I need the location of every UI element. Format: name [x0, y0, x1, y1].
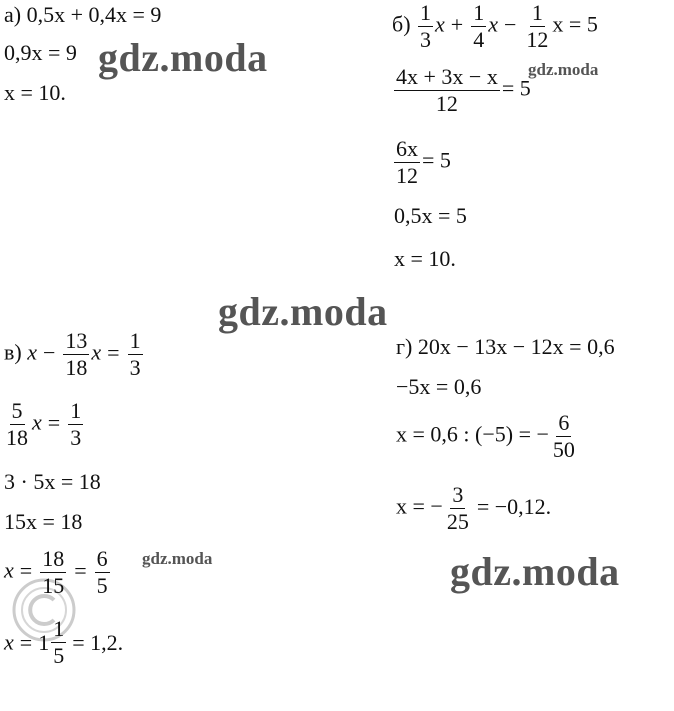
part-g-equation-3: x = 0,6 : (−5) = − [396, 421, 549, 447]
numerator: 1 [473, 0, 485, 25]
part-b-line-1: б) $\frac{1}{3}$ x + $\frac{1}{4}$ x − $\frac{1}{12}$ x = 5 [392, 0, 598, 52]
fraction [524, 2, 550, 51]
whole-part: 1 [38, 629, 50, 655]
part-g-equation-4-left: x = − [396, 493, 443, 519]
numerator: 18 [42, 546, 65, 571]
denominator: 4 [473, 27, 485, 52]
watermark: gdz.moda [218, 289, 388, 334]
fraction [445, 484, 471, 533]
denominator: 25 [446, 509, 469, 534]
part-g-label: г) [396, 334, 413, 359]
denominator: 3 [70, 425, 82, 450]
watermark: gdz.moda [450, 549, 620, 594]
part-a-equation-3: x = 10. [4, 80, 66, 105]
part-a-equation-2: 0,9x = 9 [4, 40, 77, 65]
part-v-line-2: $\frac{5}{18}$ x = $\frac{1}{3}$ [6, 398, 82, 450]
fraction [394, 138, 420, 187]
denominator: 3 [129, 355, 141, 380]
part-g-equation-2: −5x = 0,6 [396, 374, 482, 399]
numerator: 3 [452, 482, 464, 507]
part-a-line-1 [4, 4, 161, 26]
part-b-line-4 [394, 205, 467, 227]
mixed-number [38, 618, 68, 667]
part-b-line-5 [394, 248, 456, 270]
part-v-line-6: x = 1 $\frac{1}{5}$ = 1,2. [4, 616, 124, 668]
fraction [95, 548, 110, 597]
denominator: 18 [6, 425, 28, 450]
part-b-label: б) [392, 11, 411, 37]
equals-five: = 5 [501, 75, 531, 101]
fraction [471, 2, 486, 51]
part-b-line-3 [392, 138, 451, 187]
numerator: 6x [396, 136, 418, 161]
numerator: 6 [558, 410, 570, 435]
numerator: 6 [96, 546, 108, 571]
numerator: 1 [531, 0, 543, 25]
denominator: 12 [435, 91, 458, 116]
fraction [418, 2, 433, 51]
part-v-label: в) [4, 339, 22, 365]
fraction [128, 330, 143, 379]
watermark: gdz.moda [98, 35, 268, 80]
part-v-result: = 1,2. [72, 629, 124, 655]
part-b-equation-4: 0,5x = 5 [394, 203, 467, 228]
part-b-tail: x = 5 [552, 11, 598, 37]
numerator: 5 [11, 398, 23, 423]
part-g-equation-1: 20x − 13x − 12x = 0,6 [417, 334, 615, 359]
part-v-line-3 [4, 471, 101, 493]
watermark: gdz.moda [142, 549, 213, 568]
denominator: 18 [65, 355, 88, 380]
equals-five: = 5 [422, 147, 451, 173]
part-a-line-3 [4, 82, 66, 104]
fraction [394, 66, 500, 115]
numerator: 1 [420, 0, 432, 25]
fraction [63, 330, 89, 379]
denominator: 12 [526, 27, 549, 52]
denominator: 5 [53, 643, 65, 668]
part-v-line-4 [4, 511, 82, 533]
part-g-line-3 [396, 412, 579, 461]
part-a-label: а) [4, 2, 22, 27]
part-v-line-5: x = $\frac{18}{15}$ = $\frac{6}{5}$ [4, 546, 108, 598]
part-g-line-1 [396, 336, 615, 358]
part-g-line-2 [396, 376, 481, 398]
fraction [51, 618, 66, 667]
denominator: 5 [96, 573, 108, 598]
part-b-line-2 [392, 66, 531, 115]
numerator: 4x + 3x − x [396, 64, 498, 89]
numerator: 1 [53, 616, 65, 641]
part-g-equation-4-right: = −0,12. [476, 493, 552, 519]
fraction [551, 412, 577, 461]
part-g-line-4 [396, 484, 551, 533]
part-a-equation-1: 0,5x + 0,4x = 9 [26, 2, 162, 27]
part-v-equation-3: 3 · 5x = 18 [4, 469, 101, 494]
fraction [68, 400, 83, 449]
fraction [40, 548, 66, 597]
denominator: 50 [552, 437, 575, 462]
denominator: 12 [396, 163, 418, 188]
fraction [4, 400, 30, 449]
part-v-equation-4: 15x = 18 [4, 509, 83, 534]
numerator: 13 [65, 328, 88, 353]
watermark: gdz.moda [528, 60, 599, 79]
part-a-line-2 [4, 42, 77, 64]
part-b-equation-5: x = 10. [394, 246, 456, 271]
part-v-line-1: в) x − $\frac{13}{18}$ x = $\frac{1}{3}$ [4, 328, 141, 380]
denominator: 15 [42, 573, 65, 598]
denominator: 3 [420, 27, 432, 52]
numerator: 1 [129, 328, 141, 353]
numerator: 1 [70, 398, 82, 423]
